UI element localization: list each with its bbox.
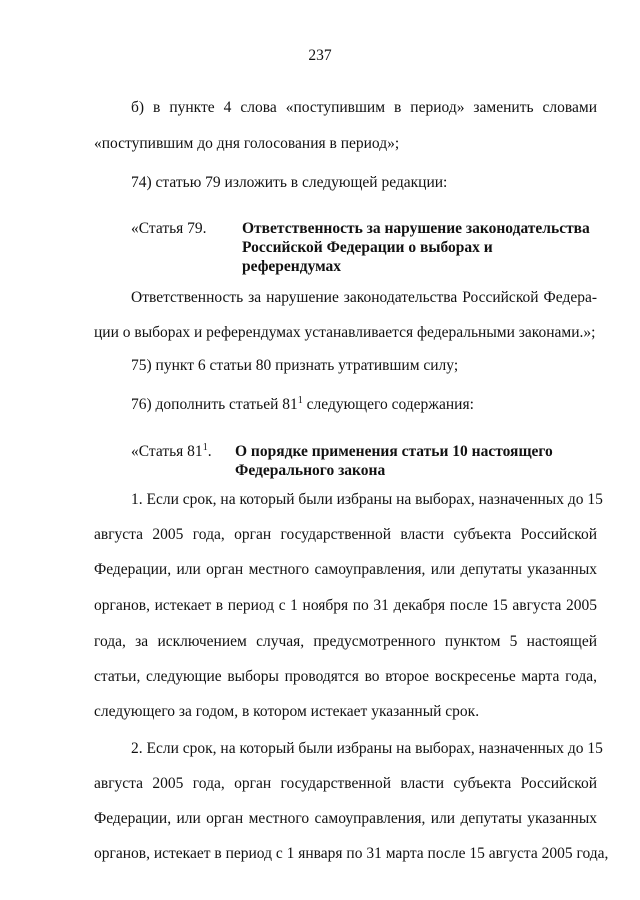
article-81-1-p2-line: органов, истекает в период с 1 января по 31 марта после 15 августа 2005 года, <box>94 845 609 862</box>
item-75: 75) пункт 6 статьи 80 признать утратившим силу; <box>131 357 459 374</box>
item-76-superscript: 1 <box>297 395 303 406</box>
page-number: 237 <box>308 47 332 64</box>
item-b-line-2: «поступившим до дня голосования в период»; <box>94 135 400 152</box>
article-81-1-p1-line: 1. Если срок, на который были избраны на выборах, назначенных до 15 <box>131 491 603 508</box>
article-81-1-p1-line: года, за исключением случая, предусмотренного пунктом 5 настоящей <box>94 633 597 650</box>
item-74: 74) статью 79 изложить в следующей редакции: <box>131 174 448 191</box>
article-81-1-p1-line: органов, истекает в период с 1 ноября по 31 декабря после 15 августа 2005 <box>94 597 597 614</box>
article-79-body-line-1: Ответственность за нарушение законодательства Российской Федера- <box>131 289 597 306</box>
article-81-1-label-superscript: 1 <box>202 442 208 453</box>
article-81-1-p2-line: августа 2005 года, орган государственной власти субъекта Российской <box>94 775 597 792</box>
article-81-1-p1-line: Федерации, или орган местного самоуправления, или депутаты указанных <box>94 561 597 578</box>
article-81-1-p1-line: статьи, следующие выборы проводятся во второе воскресенье марта года, <box>94 668 597 685</box>
item-76-text: 76) дополнить статьей 81 <box>131 396 298 413</box>
item-76-tail: следующего содержания: <box>302 396 474 413</box>
article-81-1-p2-line: Федерации, или орган местного самоуправления, или депутаты указанных <box>94 810 597 827</box>
article-81-1-p2-line: 2. Если срок, на который были избраны на выборах, назначенных до 15 <box>131 740 603 757</box>
article-81-1-p1-line: следующего за годом, в котором истекает указанный срок. <box>94 703 480 720</box>
item-76 <box>131 397 474 413</box>
article-79-title-line-3: референдумах <box>242 258 342 275</box>
article-81-1-label: «Статья $81^1$. <box>131 442 212 460</box>
article-81-1-title-line-1: О порядке применения статьи 10 настоящего <box>235 443 553 460</box>
article-79-title-line-1: Ответственность за нарушение законодательства <box>242 220 590 237</box>
article-81-1-p1-line: августа 2005 года, орган государственной власти субъекта Российской <box>94 526 597 543</box>
article-79-title-line-2: Российской Федерации о выборах и <box>242 239 493 256</box>
article-81-1-title-line-2: Федерального закона <box>235 462 386 479</box>
item-b-line-1: б) в пункте 4 слова «поступившим в период» заменить словами <box>131 99 597 116</box>
article-79-body-line-2: ции о выборах и референдумах устанавливается федеральными законами.»; <box>94 324 596 341</box>
article-79-label: «Статья 79. <box>131 220 207 237</box>
